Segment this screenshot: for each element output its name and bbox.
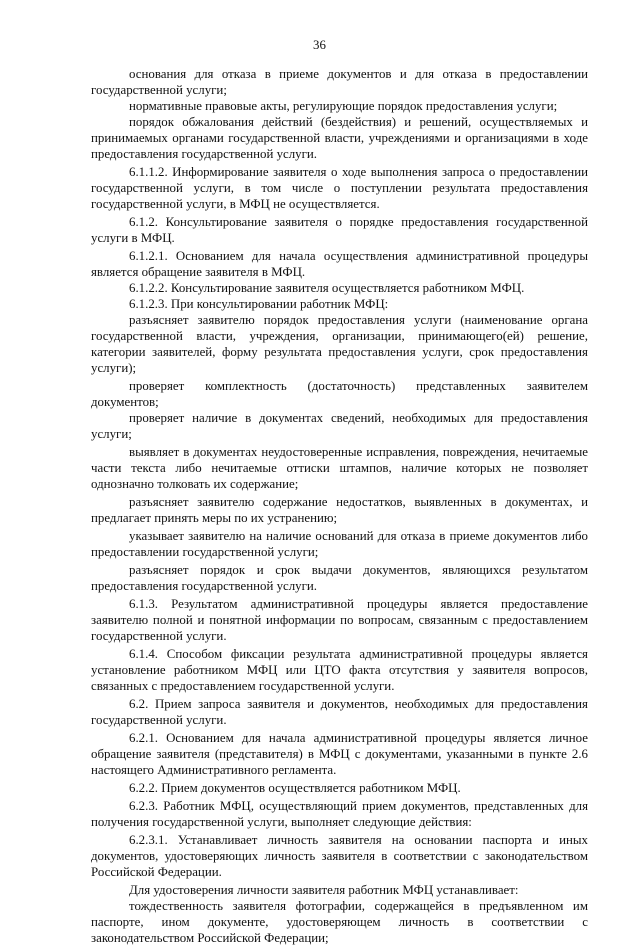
- paragraph-7: 6.1.2.2. Консультирование заявителя осуществляется работником МФЦ.: [129, 281, 525, 295]
- paragraph-11: проверяет наличие в документах сведений, необходимых для предоставления услуги;: [91, 411, 588, 441]
- paragraph-18: 6.2. Прием запроса заявителя и документов, необходимых для предоставления государственной услуги.: [91, 697, 588, 727]
- paragraph-5: 6.1.2. Консультирование заявителя о порядке предоставления государственной услуги в МФЦ.: [91, 215, 588, 245]
- paragraph-4: 6.1.1.2. Информирование заявителя о ходе выполнения запроса о предоставлении государственной услуги, в том числе о поступлении результата предоставления государственной услуги, в МФЦ не осуществляется.: [91, 165, 588, 211]
- paragraph-20: 6.2.2. Прием документов осуществляется работником МФЦ.: [129, 781, 461, 795]
- paragraph-19: 6.2.1. Основанием для начала административной процедуры является личное обращение заявителя (представителя) в МФЦ с документами, указанными в пункте 2.6 настоящего Административного регламента.: [91, 731, 588, 777]
- paragraph-10: проверяет комплектность (достаточность) представленных заявителем документов;: [91, 379, 588, 409]
- paragraph-8: 6.1.2.3. При консультировании работник МФЦ:: [129, 297, 389, 311]
- paragraph-14: указывает заявителю на наличие оснований для отказа в приеме документов либо предоставлении государственной услуги;: [91, 529, 588, 559]
- paragraph-24: тождественность заявителя фотографии, содержащейся в предъявленном им паспорте, ином документе, удостоверяющем личность в соответствии с законодательством Российской Федерации;: [91, 899, 588, 945]
- paragraph-6: 6.1.2.1. Основанием для начала осуществления административной процедуры является обращение заявителя в МФЦ.: [91, 249, 588, 279]
- paragraph-15: разъясняет порядок и срок выдачи документов, являющихся результатом предоставления государственной услуги.: [91, 563, 588, 593]
- paragraph-2: нормативные правовые акты, регулирующие порядок предоставления услуги;: [129, 99, 558, 113]
- paragraph-22: 6.2.3.1. Устанавливает личность заявителя на основании паспорта и иных документов, удостоверяющих личность заявителя в соответствии с законодательством Российской Федерации.: [91, 833, 588, 879]
- paragraph-3: порядок обжалования действий (бездействия) и решений, осуществляемых и принимаемых органами государственной власти, учреждениями и организациями в ходе предоставления государственной услуги.: [91, 115, 588, 161]
- paragraph-9: разъясняет заявителю порядок предоставления услуги (наименование органа государственной власти, учреждения, организации, принимающего(ей) решение, категории заявителей, форму результата предоставления услуги, срок предоставления услуги);: [91, 313, 588, 375]
- paragraph-16: 6.1.3. Результатом административной процедуры является предоставление заявителю полной и понятной информации по вопросам, связанным с предоставлением государственной услуги.: [91, 597, 588, 643]
- paragraph-12: выявляет в документах неудостоверенные исправления, повреждения, нечитаемые части текста либо нечитаемые оттиски штампов, наличие которых не позволяет однозначно толковать их содержание;: [91, 445, 588, 491]
- page-number: 36: [313, 38, 326, 52]
- paragraph-21: 6.2.3. Работник МФЦ, осуществляющий прием документов, представленных для получения государственной услуги, выполняет следующие действия:: [91, 799, 588, 829]
- paragraph-1: основания для отказа в приеме документов и для отказа в предоставлении государственной услуги;: [91, 67, 588, 97]
- paragraph-17: 6.1.4. Способом фиксации результата административной процедуры является установление работником МФЦ или ЦТО факта отсутствия у заявителя вопросов, связанных с предоставлением государственной услуги.: [91, 647, 588, 693]
- document-body: [91, 66, 588, 946]
- paragraph-13: разъясняет заявителю содержание недостатков, выявленных в документах, и предлагает принять меры по их устранению;: [91, 495, 588, 525]
- paragraph-23: Для удостоверения личности заявителя работник МФЦ устанавливает:: [129, 883, 519, 897]
